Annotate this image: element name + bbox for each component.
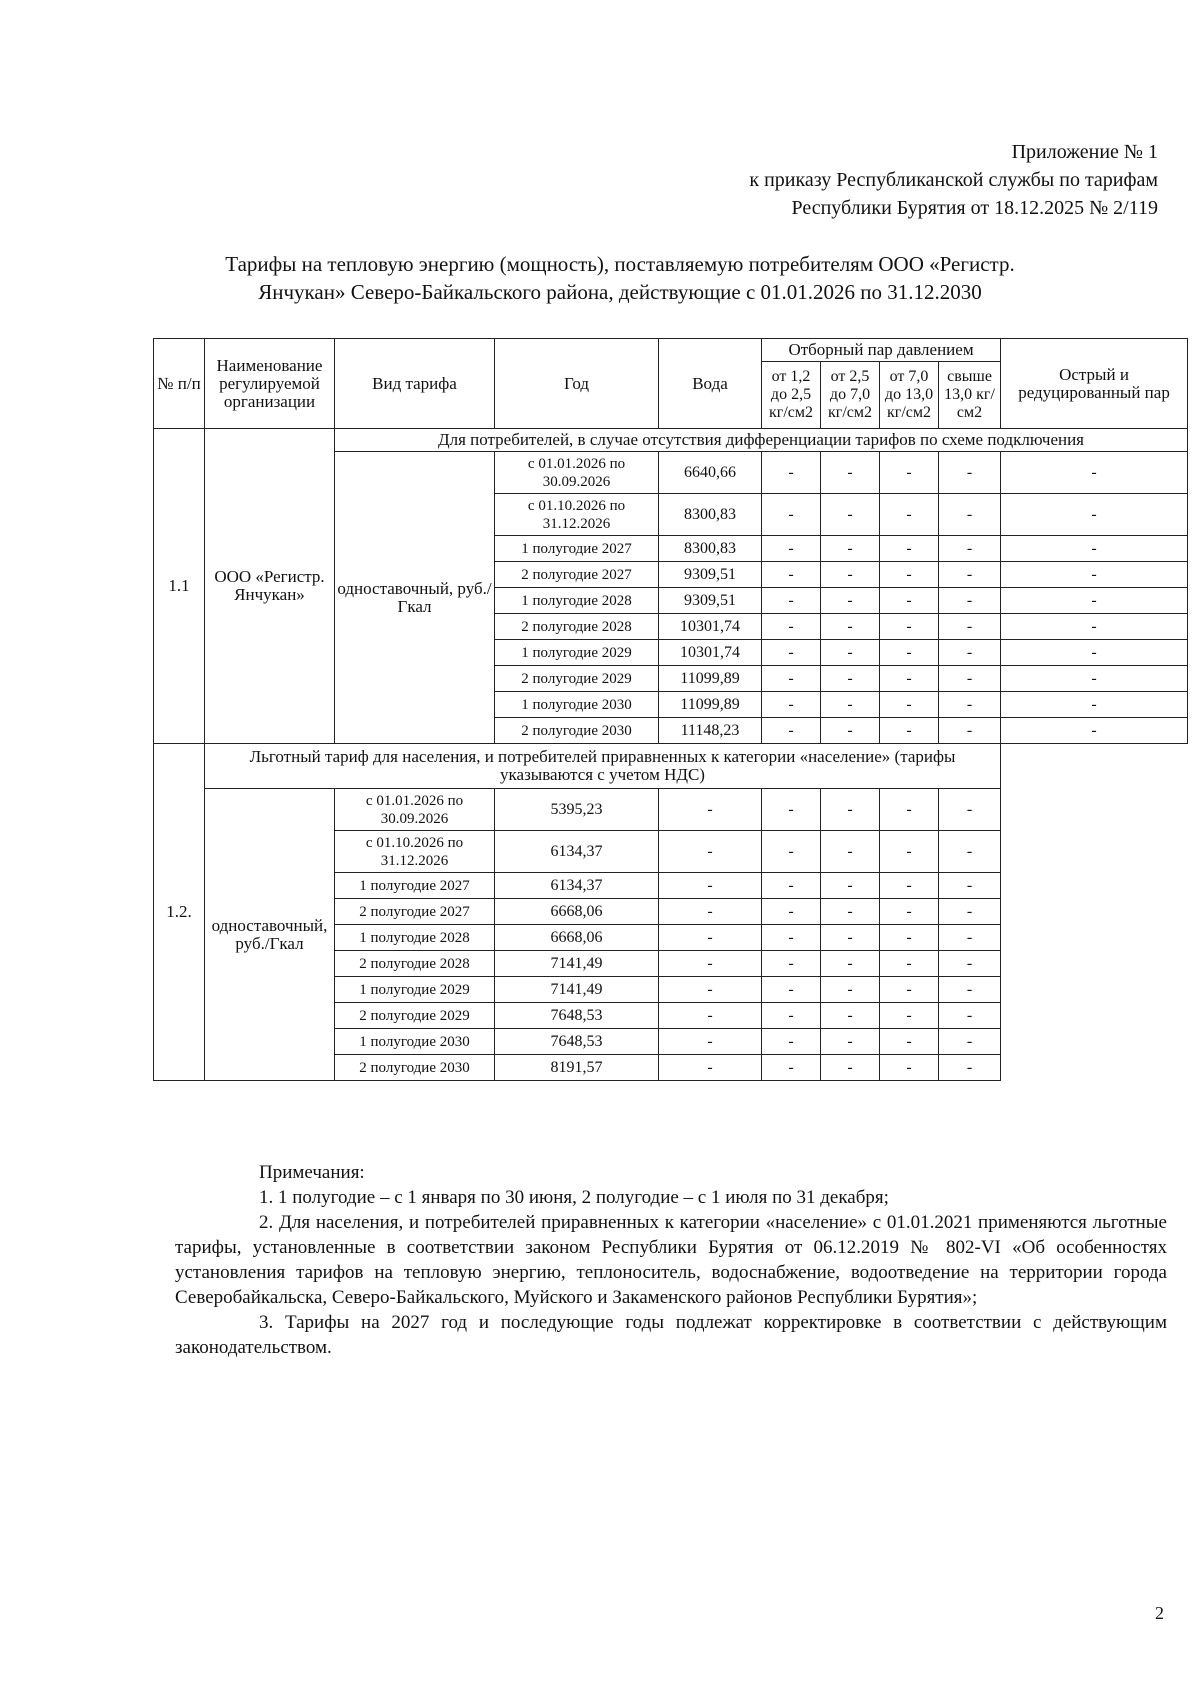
appendix-line-1: Приложение № 1	[1011, 141, 1158, 163]
sharp-cell: -	[1001, 494, 1188, 536]
water-tariff-cell: 8191,57	[495, 1055, 659, 1081]
water-tariff-cell: 6134,37	[495, 873, 659, 899]
p1-cell: -	[762, 494, 821, 536]
p3-cell: -	[821, 977, 880, 1003]
p4-cell: -	[939, 640, 1001, 666]
p2-cell: -	[762, 873, 821, 899]
water-tariff-cell: 7141,49	[495, 951, 659, 977]
p1-cell: -	[659, 1029, 762, 1055]
p2-cell: -	[762, 789, 821, 831]
p3-cell: -	[821, 925, 880, 951]
period-cell: 2 полугодие 2029	[495, 666, 659, 692]
p1-cell: -	[659, 925, 762, 951]
period-cell: 1 полугодие 2027	[335, 873, 495, 899]
p4-cell: -	[939, 666, 1001, 692]
header-pressure-2: от 2,5 до 7,0 кг/см2	[821, 362, 880, 429]
header-tariff-type: Вид тарифа	[335, 339, 495, 429]
p4-cell: -	[880, 1003, 939, 1029]
sharp-cell: -	[1001, 536, 1188, 562]
p2-cell: -	[821, 614, 880, 640]
period-cell: 2 полугодие 2030	[495, 718, 659, 744]
p2-cell: -	[762, 1029, 821, 1055]
sharp-cell: -	[1001, 588, 1188, 614]
p4-cell: -	[939, 614, 1001, 640]
p1-cell: -	[762, 588, 821, 614]
p3-cell: -	[821, 873, 880, 899]
page-number: 2	[1155, 1603, 1164, 1623]
tariff-table	[153, 338, 1188, 1081]
header-sharp-steam: Острый и редуцированный пар	[1001, 339, 1188, 429]
p3-cell: -	[821, 1029, 880, 1055]
water-tariff-cell: 6668,06	[495, 925, 659, 951]
p1-cell: -	[659, 789, 762, 831]
sharp-cell: -	[939, 873, 1001, 899]
title-line-2: Янчукан» Северо-Байкальского района, действующие с 01.01.2026 по 31.12.2030	[258, 280, 982, 304]
water-tariff-cell: 7648,53	[495, 1029, 659, 1055]
sharp-cell: -	[939, 1029, 1001, 1055]
header-steam-group: Отборный пар давлением	[762, 339, 1001, 362]
p3-cell: -	[821, 951, 880, 977]
sharp-cell: -	[1001, 692, 1188, 718]
p2-cell: -	[762, 1003, 821, 1029]
sharp-cell: -	[939, 951, 1001, 977]
p3-cell: -	[880, 536, 939, 562]
water-tariff-cell: 5395,23	[495, 789, 659, 831]
p4-cell: -	[939, 452, 1001, 494]
p3-cell: -	[880, 588, 939, 614]
appendix-line-2: к приказу Республиканской службы по тарифам	[749, 169, 1158, 191]
title-line-1: Тарифы на тепловую энергию (мощность), поставляемую потребителям ООО «Регистр.	[225, 252, 1015, 276]
period-cell: 1 полугодие 2028	[495, 588, 659, 614]
p1-cell: -	[659, 977, 762, 1003]
p2-cell: -	[821, 640, 880, 666]
sharp-cell: -	[1001, 666, 1188, 692]
p2-cell: -	[821, 666, 880, 692]
p4-cell: -	[939, 718, 1001, 744]
water-tariff-cell: 11099,89	[659, 666, 762, 692]
period-cell: 1 полугодие 2028	[335, 925, 495, 951]
p2-cell: -	[821, 536, 880, 562]
p3-cell: -	[821, 831, 880, 873]
p4-cell: -	[880, 789, 939, 831]
p2-cell: -	[821, 494, 880, 536]
p4-cell: -	[939, 562, 1001, 588]
p3-cell: -	[821, 789, 880, 831]
organization-name: ООО «Регистр. Янчукан»	[205, 429, 335, 744]
period-cell: 1 полугодие 2029	[495, 640, 659, 666]
header-pressure-3: от 7,0 до 13,0 кг/см2	[880, 362, 939, 429]
water-tariff-cell: 7648,53	[495, 1003, 659, 1029]
sharp-cell: -	[939, 789, 1001, 831]
sharp-cell: -	[939, 925, 1001, 951]
p4-cell: -	[880, 925, 939, 951]
section-number: 1.1	[154, 429, 205, 744]
water-tariff-cell: 9309,51	[659, 562, 762, 588]
period-cell: с 01.10.2026 по 31.12.2026	[495, 494, 659, 536]
water-tariff-cell: 6134,37	[495, 831, 659, 873]
p4-cell: -	[880, 899, 939, 925]
p4-cell: -	[939, 494, 1001, 536]
p3-cell: -	[880, 452, 939, 494]
section-1-2	[154, 744, 1188, 1081]
p3-cell: -	[880, 494, 939, 536]
water-tariff-cell: 9309,51	[659, 588, 762, 614]
note-item: 2. Для населения, и потребителей приравненных к категории «население» с 01.01.2021 применяются льготные тарифы, установленные в соответствии законом Республики Бурятия от 06.12.2019 № 802-VI «Об особенностях установления тарифов на тепловую энергию, теплоноситель, водоснабжение, водоотведение на территории города Северобайкальска, Северо-Байкальского, Муйского и Закаменского районов Республики Бурятия»;	[175, 1212, 1167, 1308]
p2-cell: -	[762, 831, 821, 873]
water-tariff-cell: 11099,89	[659, 692, 762, 718]
sharp-cell: -	[939, 899, 1001, 925]
p4-cell: -	[880, 1055, 939, 1081]
header-org: Наименование регулируемой организации	[205, 339, 335, 429]
sharp-cell: -	[1001, 452, 1188, 494]
header-year: Год	[495, 339, 659, 429]
period-cell: с 01.01.2026 по 30.09.2026	[335, 789, 495, 831]
header-pressure-1: от 1,2 до 2,5 кг/см2	[762, 362, 821, 429]
notes-heading: Примечания:	[259, 1162, 365, 1183]
p4-cell: -	[880, 873, 939, 899]
period-cell: 1 полугодие 2030	[495, 692, 659, 718]
p2-cell: -	[762, 925, 821, 951]
period-cell: 2 полугодие 2027	[495, 562, 659, 588]
section-1-1	[154, 429, 1188, 744]
p3-cell: -	[880, 666, 939, 692]
header-pressure-4: свыше 13,0 кг/см2	[939, 362, 1001, 429]
period-cell: 2 полугодие 2027	[335, 899, 495, 925]
p2-cell: -	[821, 692, 880, 718]
p2-cell: -	[762, 899, 821, 925]
water-tariff-cell: 11148,23	[659, 718, 762, 744]
sharp-cell: -	[1001, 718, 1188, 744]
document-title	[170, 250, 1070, 306]
p3-cell: -	[880, 692, 939, 718]
p3-cell: -	[821, 899, 880, 925]
p1-cell: -	[762, 666, 821, 692]
sharp-cell: -	[939, 977, 1001, 1003]
water-tariff-cell: 10301,74	[659, 614, 762, 640]
p1-cell: -	[659, 831, 762, 873]
header-water: Вода	[659, 339, 762, 429]
water-tariff-cell: 6668,06	[495, 899, 659, 925]
sharp-cell: -	[1001, 562, 1188, 588]
period-cell: 1 полугодие 2029	[335, 977, 495, 1003]
sharp-cell: -	[939, 1003, 1001, 1029]
p3-cell: -	[880, 718, 939, 744]
p2-cell: -	[821, 562, 880, 588]
p2-cell: -	[821, 718, 880, 744]
p1-cell: -	[762, 536, 821, 562]
period-cell: 2 полугодие 2030	[335, 1055, 495, 1081]
p4-cell: -	[880, 1029, 939, 1055]
section-heading: Для потребителей, в случае отсутствия дифференциации тарифов по схеме подключения	[335, 429, 1188, 452]
notes	[175, 1160, 1167, 1360]
p3-cell: -	[880, 614, 939, 640]
period-cell: 2 полугодие 2028	[495, 614, 659, 640]
p1-cell: -	[762, 692, 821, 718]
note-item: 3. Тарифы на 2027 год и последующие годы подлежат корректировке в соответствии с действующим законодательством.	[175, 1312, 1167, 1358]
p2-cell: -	[821, 452, 880, 494]
tariff-type-cell: одноставочный, руб./Гкал	[335, 452, 495, 744]
p1-cell: -	[762, 614, 821, 640]
p2-cell: -	[762, 1055, 821, 1081]
water-tariff-cell: 8300,83	[659, 494, 762, 536]
sharp-cell: -	[1001, 640, 1188, 666]
p1-cell: -	[659, 899, 762, 925]
p3-cell: -	[880, 562, 939, 588]
p1-cell: -	[659, 1055, 762, 1081]
p4-cell: -	[939, 536, 1001, 562]
water-tariff-cell: 7141,49	[495, 977, 659, 1003]
period-cell: с 01.10.2026 по 31.12.2026	[335, 831, 495, 873]
section-number: 1.2.	[154, 744, 205, 1081]
water-tariff-cell: 6640,66	[659, 452, 762, 494]
header-num: № п/п	[154, 339, 205, 429]
water-tariff-cell: 10301,74	[659, 640, 762, 666]
p4-cell: -	[880, 951, 939, 977]
p1-cell: -	[659, 1003, 762, 1029]
table-row	[154, 789, 1188, 831]
note-item: 1. 1 полугодие – с 1 января по 30 июня, 2 полугодие – с 1 июля по 31 декабря;	[259, 1187, 889, 1208]
period-cell: с 01.01.2026 по 30.09.2026	[495, 452, 659, 494]
p4-cell: -	[880, 831, 939, 873]
p1-cell: -	[762, 640, 821, 666]
period-cell: 1 полугодие 2027	[495, 536, 659, 562]
p4-cell: -	[939, 588, 1001, 614]
p4-cell: -	[939, 692, 1001, 718]
period-cell: 2 полугодие 2029	[335, 1003, 495, 1029]
p2-cell: -	[762, 977, 821, 1003]
sharp-cell: -	[939, 1055, 1001, 1081]
p1-cell: -	[659, 873, 762, 899]
p2-cell: -	[762, 951, 821, 977]
p4-cell: -	[880, 977, 939, 1003]
appendix-header	[458, 138, 1158, 222]
p1-cell: -	[762, 452, 821, 494]
water-tariff-cell: 8300,83	[659, 536, 762, 562]
p1-cell: -	[659, 951, 762, 977]
p1-cell: -	[762, 562, 821, 588]
period-cell: 2 полугодие 2028	[335, 951, 495, 977]
p3-cell: -	[880, 640, 939, 666]
p3-cell: -	[821, 1003, 880, 1029]
p2-cell: -	[821, 588, 880, 614]
tariff-type-cell: одноставочный, руб./Гкал	[205, 789, 335, 1081]
sharp-cell: -	[939, 831, 1001, 873]
p3-cell: -	[821, 1055, 880, 1081]
appendix-line-3: Республики Бурятия от 18.12.2025 № 2/119	[791, 197, 1158, 219]
section-heading: Льготный тариф для населения, и потребителей приравненных к категории «население» (тарифы указываются с учетом НДС)	[205, 744, 1001, 789]
p1-cell: -	[762, 718, 821, 744]
period-cell: 1 полугодие 2030	[335, 1029, 495, 1055]
sharp-cell: -	[1001, 614, 1188, 640]
